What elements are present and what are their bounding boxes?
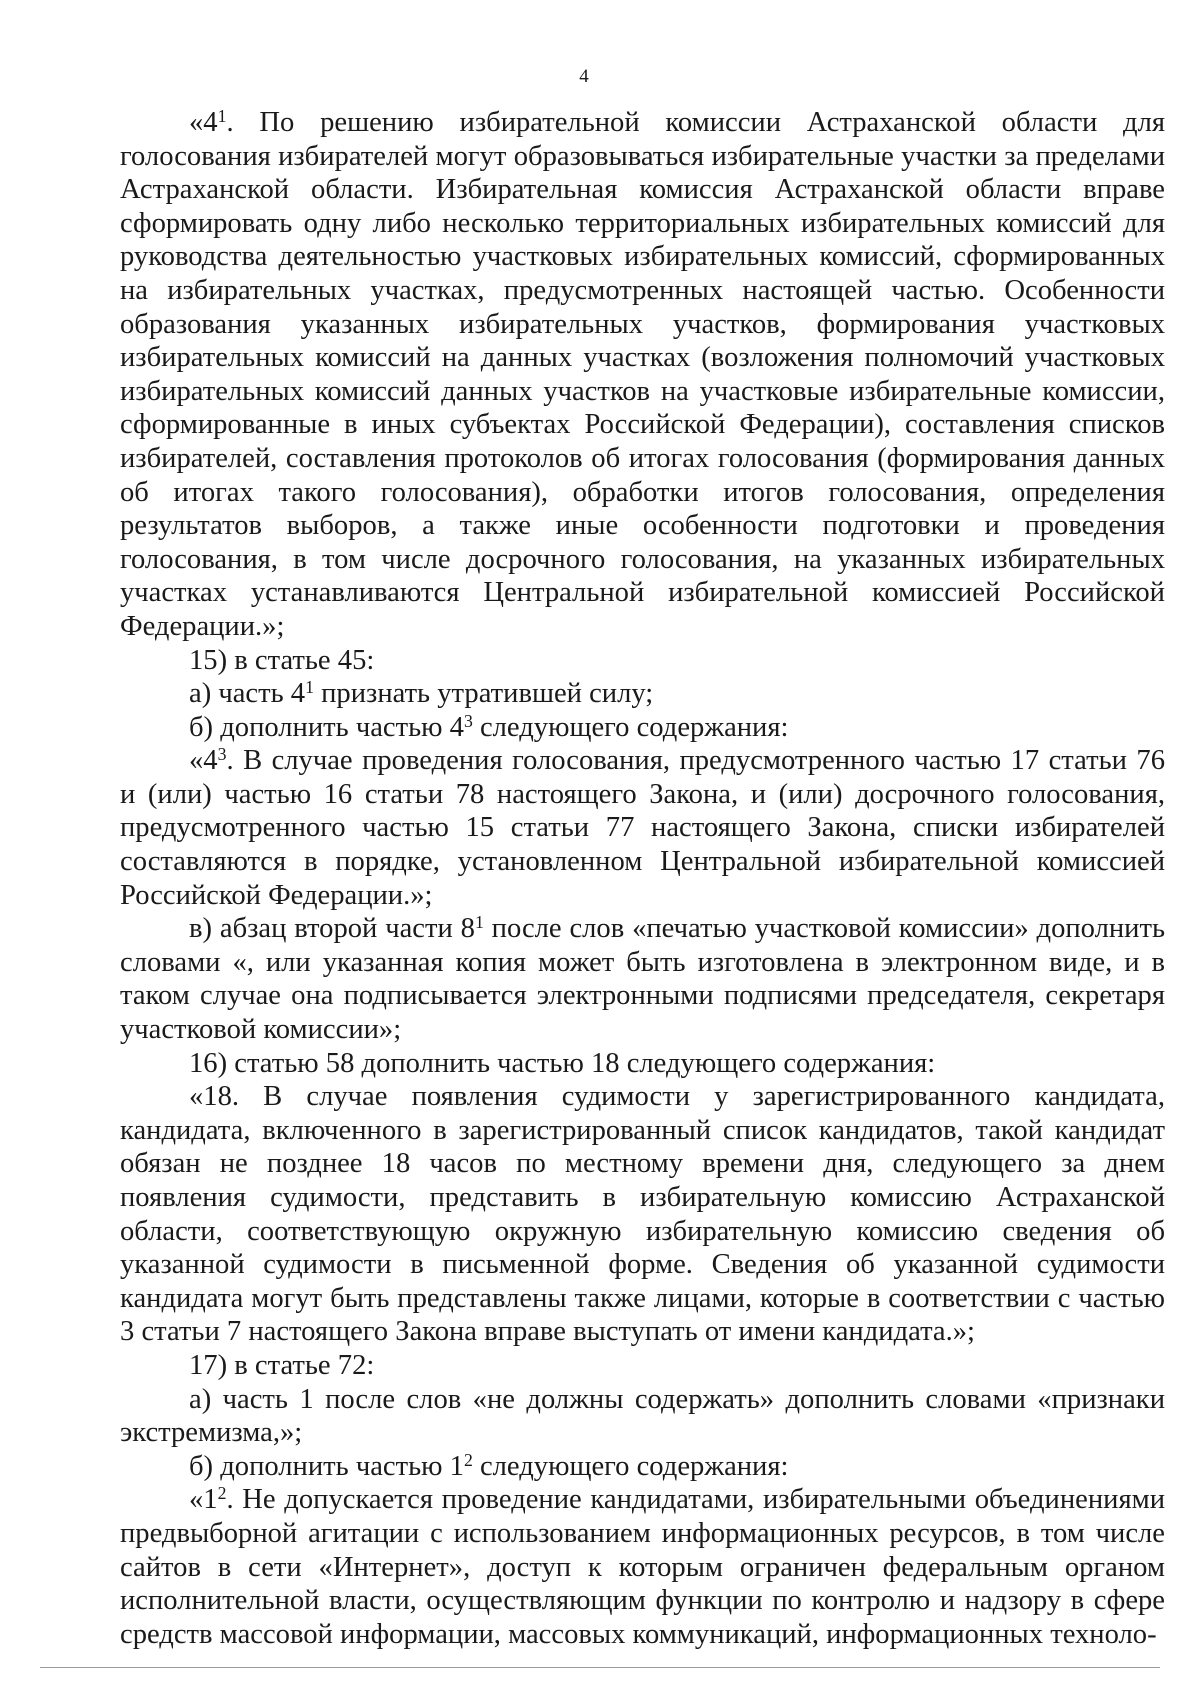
bottom-rule <box>40 1667 1160 1668</box>
paragraph-text: следующего содержания: <box>472 1450 789 1482</box>
paragraph <box>120 1483 1165 1651</box>
paragraph <box>120 677 1165 711</box>
paragraph-text: . Не допускается проведение кандидатами, избирательными объединениями предвыборной агитации с использованием информационных ресурсов, в том числе сайтов в сети «Интернет», доступ к которым ограничен федеральным органом исполнительной власти, осуществляющим функции по контролю и надзору в сфере средств массовой информации, массовых коммуникаций, информационных техноло- <box>120 1484 1165 1650</box>
page-number: 4 <box>579 66 589 87</box>
paragraph-lead: б) дополнить частью 4 <box>189 711 464 743</box>
paragraph-lead: 15) в статье 45: <box>189 644 375 676</box>
paragraph <box>120 912 1165 1046</box>
paragraph <box>120 1047 1165 1081</box>
paragraph-text: . В случае проведения голосования, предусмотренного частью 17 статьи 76 и (или) частью 16 статьи 78 настоящего Закона, и (или) досрочного голосования, предусмотренного частью 15 статьи 77 настоящего Закона, списки избирателей составляются в порядке, установленном Центральной избирательной комиссией Российской Федерации.»; <box>120 745 1165 911</box>
paragraph-lead: а) часть 4 <box>189 678 306 710</box>
paragraph-lead: 17) в статье 72: <box>189 1349 375 1381</box>
paragraph-lead: а) часть 1 после слов «не должны содержать» дополнить словами «признаки экстремизма,»; <box>120 1383 1165 1449</box>
paragraph <box>120 1080 1165 1349</box>
paragraph-text: следующего содержания: <box>472 711 789 743</box>
superscript: 2 <box>463 1449 473 1470</box>
superscript: 3 <box>217 744 227 765</box>
paragraph-lead: б) дополнить частью 1 <box>189 1450 464 1482</box>
paragraph-text: признать утратившей силу; <box>313 678 654 710</box>
superscript: 2 <box>217 1483 227 1504</box>
superscript: 1 <box>474 912 484 933</box>
paragraph <box>120 644 1165 678</box>
paragraph-lead: 16) статью 58 дополнить частью 18 следующего содержания: <box>189 1047 936 1079</box>
superscript: 3 <box>463 710 473 731</box>
paragraph-text: . По решению избирательной комиссии Астраханской области для голосования избирателей могут образовываться избирательные участки за пределами Астраханской области. Избирательная комиссия Астраханской области вправе сформировать одну либо несколько территориальных избирательных комиссий для руководства деятельностью участковых избирательных комиссий, сформированных на избирательных участках, предусмотренных настоящей частью. Особенности образования указанных избирательных участков, формирования участковых избирательных комиссий на данных участках (возложения полномочий участковых избирательных комиссий данных участков на участковые избирательные комиссии, сформированные в иных субъектах Российской Федерации), составления списков избирателей, составления протоколов об итогах голосования (формирования данных об итогах такого голосования), обработки итогов голосования, определения результатов выборов, а также иные особенности подготовки и проведения голосования, в том числе досрочного голосования, на указанных избирательных участках устанавливаются Центральной избирательной комиссией Российской Федерации.»; <box>120 107 1165 642</box>
paragraph <box>120 711 1165 745</box>
paragraph <box>120 106 1165 644</box>
paragraph <box>120 1349 1165 1383</box>
paragraph-text: после слов «печатью участковой комиссии» дополнить словами «, или указанная копия может быть изготовлена в электронном виде, и в таком случае она подписывается электронными подписями председателя, секретаря участковой комиссии»; <box>120 913 1165 1046</box>
paragraph <box>120 1450 1165 1484</box>
paragraph-lead: «4 <box>189 745 218 777</box>
paragraph <box>120 744 1165 912</box>
paragraph <box>120 1383 1165 1450</box>
paragraph-lead: «4 <box>189 107 218 138</box>
superscript: 1 <box>305 677 314 698</box>
paragraph-lead: «18. В случае появления судимости у зарегистрированного кандидата, кандидата, включенного в зарегистрированный список кандидатов, такой кандидат обязан не позднее 18 часов по местному времени дня, следующего за днем появления судимости, представить в избирательную комиссию Астраханской области, соответствующую окружную избирательную комиссию сведения об указанной судимости в письменной форме. Сведения об указанной судимости кандидата могут быть представлены также лицами, которые в соответствии с частью 3 статьи 7 настоящего Закона вправе выступать от имени кандидата.»; <box>120 1081 1165 1348</box>
document-body <box>120 106 1165 1651</box>
paragraph-lead: в) абзац второй части 8 <box>189 913 475 945</box>
superscript: 1 <box>217 106 227 127</box>
paragraph-lead: «1 <box>189 1484 218 1516</box>
